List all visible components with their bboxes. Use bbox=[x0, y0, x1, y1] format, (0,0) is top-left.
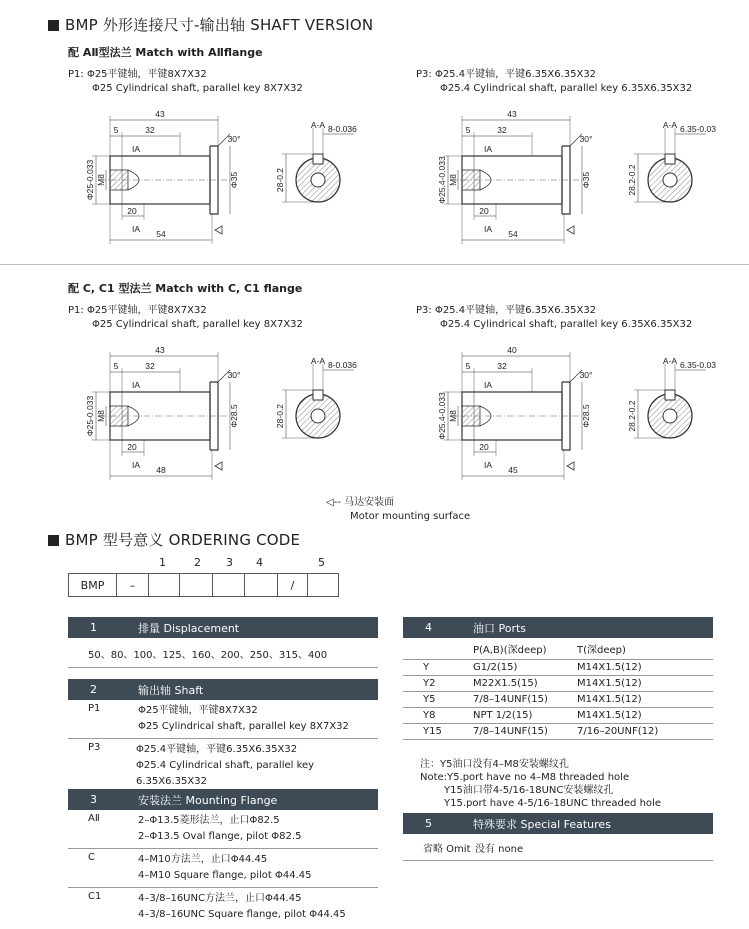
section-mark-bottom: IA bbox=[131, 460, 141, 470]
special-features-table: 5 特殊要求 Special Features 省略 Omit 没有 none bbox=[403, 813, 713, 861]
dim-m8: M8 bbox=[448, 410, 458, 422]
ordering-title: BMP 型号意义 ORDERING CODE bbox=[48, 529, 300, 550]
dim-total-length: 43 bbox=[155, 345, 165, 355]
dim-shaft-diameter: Φ25-0.033 bbox=[85, 159, 95, 201]
dim-shaft-diameter: Φ25-0.033 bbox=[85, 395, 95, 437]
displacement-table: 1 排量 Displacement 50、80、100、125、160、200、250、315、400 bbox=[68, 617, 378, 668]
dim-5: 5 bbox=[465, 361, 471, 371]
dim-m8: M8 bbox=[96, 174, 106, 186]
dim-total-length: 43 bbox=[507, 109, 517, 119]
table-row: Y5 7/8–14UNF(15) M14X1.5(12) bbox=[403, 692, 713, 708]
section-mark-top: IA bbox=[483, 380, 493, 390]
table-row: P3 Φ25.4平键轴，平键6.35X6.35X32 Φ25.4 Cylindrical shaft, parallel key 6.35X6.35X32 bbox=[68, 739, 378, 794]
dim-chamfer-angle: 30° bbox=[579, 134, 593, 144]
dim-key-height: 28-0.2 bbox=[275, 167, 285, 193]
section-mark-bottom: IA bbox=[131, 224, 141, 234]
dim-flange-diameter: Φ35 bbox=[229, 171, 239, 189]
group-a-right-desc: P3: Φ25.4平键轴，平键6.35X6.35X32 Φ25.4 Cylindrical shaft, parallel key 6.35X6.35X32 bbox=[416, 69, 693, 94]
dim-5: 5 bbox=[465, 125, 471, 135]
mounting-surface-triangle bbox=[215, 462, 222, 470]
section-view-label: A-A bbox=[310, 120, 326, 130]
dim-total-length: 43 bbox=[155, 109, 165, 119]
center-hole bbox=[311, 173, 325, 187]
section-view-label: A-A bbox=[310, 356, 326, 366]
table-row: C 4–M10方法兰，止口Φ44.45 4–M10 Square flange, pilot Φ44.45 bbox=[68, 849, 378, 888]
section-divider bbox=[0, 264, 749, 265]
center-hole bbox=[663, 173, 677, 187]
flange-table: 3 安装法兰 Mounting Flange AⅡ 2–Φ13.5菱形法兰，止口Φ82.5 2–Φ13.5 Oval flange, pilot Φ82.5 C 4–M10方法兰，止口Φ44.45 4–M10 Square flange, pilot Φ44.45 C1 4–3/8–16UNC方法兰，止口Φ44.45 4–3/8–16UNC Square flange, pilot Φ44.45 bbox=[68, 789, 378, 926]
mounting-surface-symbol: ◁-- bbox=[326, 497, 341, 508]
dim-m8: M8 bbox=[448, 174, 458, 186]
dim-32: 32 bbox=[497, 361, 507, 371]
table-row: C1 4–3/8–16UNC方法兰，止口Φ44.45 4–3/8–16UNC Square flange, pilot Φ44.45 bbox=[88, 891, 346, 920]
group-c-right-desc: P3: Φ25.4平键轴，平键6.35X6.35X32 Φ25.4 Cylindrical shaft, parallel key 6.35X6.35X32 bbox=[416, 305, 693, 330]
dim-key-width: 6.35-0.03 bbox=[680, 124, 716, 134]
shaft-drawing-a-right bbox=[406, 108, 726, 248]
dim-chamfer-angle: 30° bbox=[227, 134, 241, 144]
dim-total-shaft-length: 54 bbox=[508, 229, 518, 239]
dim-flange-diameter: Φ28.5 bbox=[581, 404, 591, 428]
shaft-section-title: BMP 外形连接尺寸-输出轴 SHAFT VERSION bbox=[48, 14, 373, 35]
mounting-surface-triangle bbox=[567, 226, 574, 234]
table-row: AⅡ 2–Φ13.5菱形法兰，止口Φ82.5 2–Φ13.5 Oval flange, pilot Φ82.5 bbox=[68, 810, 378, 849]
dim-chamfer-angle: 30° bbox=[227, 370, 241, 380]
dim-total-shaft-length: 54 bbox=[156, 229, 166, 239]
shaft-drawing-c-left bbox=[60, 344, 360, 486]
dim-32: 32 bbox=[145, 361, 155, 371]
shaft-drawing-c-right bbox=[406, 344, 726, 486]
table-row: 省略 Omit 没有 none bbox=[403, 834, 713, 861]
section-mark-top: IA bbox=[483, 144, 493, 154]
keyway bbox=[665, 390, 675, 400]
mounting-surface-triangle bbox=[215, 226, 222, 234]
dim-key-height: 28-0.2 bbox=[275, 403, 285, 429]
dim-m8: M8 bbox=[96, 410, 106, 422]
dim-5: 5 bbox=[113, 361, 119, 371]
keyway bbox=[313, 154, 323, 164]
dim-32: 32 bbox=[145, 125, 155, 135]
section-mark-top: IA bbox=[131, 144, 141, 154]
table-row: Y8 NPT 1/2(15) M14X1.5(12) bbox=[403, 708, 713, 724]
table-row: Y2 M22X1.5(15) M14X1.5(12) bbox=[403, 676, 713, 692]
dim-32: 32 bbox=[497, 125, 507, 135]
section-view-label: A-A bbox=[662, 120, 678, 130]
dim-total-length: 40 bbox=[507, 345, 517, 355]
section-mark-bottom: IA bbox=[483, 460, 493, 470]
dim-key-width: 8-0.036 bbox=[328, 360, 357, 370]
dim-key-width: 8-0.036 bbox=[328, 124, 357, 134]
center-hole bbox=[663, 409, 677, 423]
dim-flange-diameter: Φ35 bbox=[581, 171, 591, 189]
shaft-drawing-a-left bbox=[60, 108, 360, 248]
ports-header-row: P(A,B)(深deep) T(深deep) bbox=[403, 638, 713, 660]
keyway bbox=[665, 154, 675, 164]
dim-20: 20 bbox=[127, 206, 137, 216]
mounting-surface-triangle bbox=[567, 462, 574, 470]
dim-flange-diameter: Φ28.5 bbox=[229, 404, 239, 428]
section-mark-top: IA bbox=[131, 380, 141, 390]
group-a-left-desc: P1: Φ25平键轴，平键8X7X32 Φ25 Cylindrical shaft, parallel key 8X7X32 bbox=[68, 69, 303, 94]
dim-chamfer-angle: 30° bbox=[579, 370, 593, 380]
section-view-label: A-A bbox=[662, 356, 678, 366]
dim-shaft-diameter: Φ25.4-0.033 bbox=[437, 392, 447, 440]
table-row: P1 Φ25平键轴，平键8X7X32 Φ25 Cylindrical shaft, parallel key 8X7X32 bbox=[68, 700, 378, 739]
dim-20: 20 bbox=[479, 442, 489, 452]
table-row: Y G1/2(15) M14X1.5(12) bbox=[403, 660, 713, 676]
dim-total-shaft-length: 48 bbox=[156, 465, 166, 475]
center-hole bbox=[311, 409, 325, 423]
dim-5: 5 bbox=[113, 125, 119, 135]
section-mark-bottom: IA bbox=[483, 224, 493, 234]
group-a-heading: 配 AⅡ型法兰 Match with AⅡflange bbox=[68, 46, 263, 59]
ports-notes: 注：Y5油口没有4–M8安装螺纹孔 Note:Y5.port have no 4–M8 threaded hole Y15油口带4-5/16-18UNC安装螺纹孔 Y15.port have 4-5/16-18UNC threaded hole bbox=[420, 759, 661, 809]
dim-key-width: 6.35-0.03 bbox=[680, 360, 716, 370]
ordering-code-boxes: BMP – / bbox=[68, 573, 339, 597]
group-c-left-desc: P1: Φ25平键轴，平键8X7X32 Φ25 Cylindrical shaft, parallel key 8X7X32 bbox=[68, 305, 303, 330]
shaft-table: 2 输出轴 Shaft P1 Φ25平键轴，平键8X7X32 Φ25 Cylindrical shaft, parallel key 8X7X32 P3 Φ25.4平键轴，平键6.35X6.35X32 Φ25.4 Cylindrical shaft, parallel key 6.35X6.35X32 bbox=[68, 679, 378, 794]
group-c-heading: 配 C, C1 型法兰 Match with C, C1 flange bbox=[68, 282, 303, 295]
dim-20: 20 bbox=[479, 206, 489, 216]
table-row: Y15 7/8–14UNF(15) 7/16–20UNF(12) bbox=[403, 724, 713, 740]
mounting-surface-legend: ◁-- 马达安装面 Motor mounting surface bbox=[326, 497, 471, 522]
dim-key-height: 28.2-0.2 bbox=[627, 400, 637, 432]
dim-key-height: 28.2-0.2 bbox=[627, 164, 637, 196]
dim-total-shaft-length: 45 bbox=[508, 465, 518, 475]
dim-20: 20 bbox=[127, 442, 137, 452]
ports-table: 4 油口 Ports P(A,B)(深deep) T(深deep) Y G1/2(15) M14X1.5(12) Y2 M22X1.5(15) M14X1.5(12) Y5 7/8–14UNF(15) M14X1.5(12) Y8 NPT 1/2(15) M14X1.5(12) Y15 7/8–14UNF(15) 7/16–20UNF(12) bbox=[403, 617, 713, 740]
keyway bbox=[313, 390, 323, 400]
dim-shaft-diameter: Φ25.4-0.033 bbox=[437, 156, 447, 204]
